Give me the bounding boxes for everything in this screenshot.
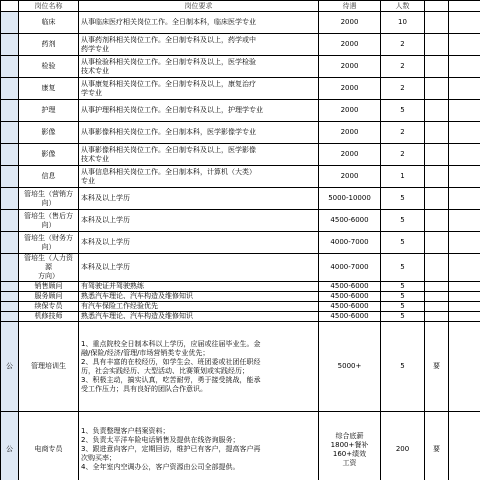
requirement-cell: 1、重点院校全日制本科以上学历，应届或往届毕业生。金 融/保险/经济/管理/市场营销类专业优先； 2、具有丰富的在校经历，如学生会、班团委或社团任职经 历，社会实践经历、大型活动、比赛策划或实践经历； 3、积极主动，搞实认真，吃苦耐劳，勇于接受挑战，能承 受工作压力；具有良好的团队合作意识。 (79, 322, 319, 412)
extra-cell (425, 166, 449, 188)
headcount-cell: 2 (381, 78, 425, 100)
salary-cell: 综合底薪1800+餐补160+绩效 工资 (319, 412, 381, 480)
table-row (1, 210, 480, 232)
headcount-cell: 10 (381, 12, 425, 34)
salary-cell: 2000 (319, 34, 381, 56)
extra-cell (425, 12, 449, 34)
requirement-cell: 从事药剂科相关岗位工作。全日制专科及以上，药学或中 药学专业 (79, 34, 319, 56)
headcount-cell: 2 (381, 34, 425, 56)
header-requirements: 岗位要求 (79, 1, 319, 12)
extra-cell-2 (449, 282, 480, 292)
position-cell: 管培生（营销方 向） (19, 188, 79, 210)
requirement-cell: 本科及以上学历 (79, 232, 319, 254)
table-row (1, 254, 480, 282)
extra-cell (425, 232, 449, 254)
dept-cell (1, 210, 19, 232)
extra-cell (425, 100, 449, 122)
headcount-cell: 2 (381, 144, 425, 166)
table-row (1, 188, 480, 210)
requirement-cell: 熟悉汽车理论、汽车构造及维修知识 (79, 312, 319, 322)
salary-cell: 2000 (319, 12, 381, 34)
requirement-cell: 有驾驶证并驾驶熟练 (79, 282, 319, 292)
table-row (1, 166, 480, 188)
extra-cell (425, 56, 449, 78)
extra-cell (425, 312, 449, 322)
requirement-cell: 本科及以上学历 (79, 210, 319, 232)
table-row (1, 232, 480, 254)
position-cell: 管理培训生 (19, 322, 79, 412)
requirement-cell: 从事检验科相关岗位工作。全日制专科及以上，医学检验 技术专业 (79, 56, 319, 78)
dept-cell (1, 122, 19, 144)
extra-cell-2 (449, 12, 480, 34)
position-cell: 管培生（人力资源 方向） (19, 254, 79, 282)
position-cell: 临床 (19, 12, 79, 34)
salary-cell: 4000-7000 (319, 254, 381, 282)
headcount-cell: 5 (381, 302, 425, 312)
position-cell: 信息 (19, 166, 79, 188)
dept-cell (1, 254, 19, 282)
salary-cell: 2000 (319, 78, 381, 100)
dept-cell (1, 302, 19, 312)
salary-cell: 4000-7000 (319, 232, 381, 254)
header-extra-2 (449, 1, 480, 12)
dept-cell (1, 100, 19, 122)
position-cell: 影像 (19, 122, 79, 144)
position-cell: 康复 (19, 78, 79, 100)
header-extra-1 (425, 1, 449, 12)
dept-cell (1, 188, 19, 210)
extra-cell (425, 254, 449, 282)
salary-cell: 2000 (319, 56, 381, 78)
requirement-cell: 从事影像科相关岗位工作。全日制本科，医学影像学专业 (79, 122, 319, 144)
headcount-cell: 5 (381, 232, 425, 254)
position-cell: 服务顾问 (19, 292, 79, 302)
headcount-cell: 5 (381, 100, 425, 122)
requirement-cell: 从事临床医疗相关岗位工作。全日制本科，临床医学专业 (79, 12, 319, 34)
dept-cell (1, 282, 19, 292)
salary-cell: 2000 (319, 100, 381, 122)
requirement-cell: 本科及以上学历 (79, 188, 319, 210)
position-cell: 电商专员 (19, 412, 79, 480)
salary-cell: 4500-6000 (319, 312, 381, 322)
table-header-row (1, 1, 480, 12)
table-row (1, 122, 480, 144)
position-cell: 检验 (19, 56, 79, 78)
dept-cell (1, 34, 19, 56)
requirement-cell: 从事康复科相关岗位工作。全日制专科及以上，康复治疗 学专业 (79, 78, 319, 100)
dept-cell: 公 (1, 412, 19, 480)
requirement-cell: 从事影像科相关岗位工作。全日制专科及以上，医学影像 技术专业 (79, 144, 319, 166)
position-cell: 护理 (19, 100, 79, 122)
dept-cell (1, 232, 19, 254)
extra-cell: 要 (425, 412, 449, 480)
table-row (1, 12, 480, 34)
extra-cell (425, 144, 449, 166)
position-cell: 销售顾问 (19, 282, 79, 292)
headcount-cell: 1 (381, 166, 425, 188)
header-position: 岗位名称 (19, 1, 79, 12)
table-row (1, 282, 480, 292)
salary-cell: 5000+ (319, 322, 381, 412)
salary-cell: 2000 (319, 166, 381, 188)
extra-cell-2 (449, 292, 480, 302)
headcount-cell: 5 (381, 312, 425, 322)
extra-cell-2 (449, 232, 480, 254)
dept-cell (1, 166, 19, 188)
requirement-cell: 1、负责整理客户档案资料； 2、负责太平洋车险电话销售及提供在线咨询服务； 3、跟进意向客户，定期回访，维护已有客户，提高客户再 次购买率； 4、全年室内空调办公，客户资源由公司全部提供。 (79, 412, 319, 480)
requirement-cell: 熟悉汽车理论、汽车构造及维修知识 (79, 292, 319, 302)
extra-cell-2 (449, 322, 480, 412)
header-dept (1, 1, 19, 12)
table-row (1, 412, 480, 480)
headcount-cell: 2 (381, 122, 425, 144)
table-row (1, 100, 480, 122)
salary-cell: 2000 (319, 144, 381, 166)
header-salary: 待遇 (319, 1, 381, 12)
position-cell: 影像 (19, 144, 79, 166)
header-headcount: 人数 (381, 1, 425, 12)
extra-cell-2 (449, 100, 480, 122)
table-row (1, 302, 480, 312)
extra-cell-2 (449, 188, 480, 210)
extra-cell (425, 210, 449, 232)
extra-cell-2 (449, 122, 480, 144)
position-cell: 药剂 (19, 34, 79, 56)
dept-cell (1, 12, 19, 34)
table-row (1, 292, 480, 302)
salary-cell: 2000 (319, 122, 381, 144)
requirement-cell: 有汽车保险工作经验优先 (79, 302, 319, 312)
table-row (1, 34, 480, 56)
position-cell: 管培生（售后方 向） (19, 210, 79, 232)
extra-cell-2 (449, 56, 480, 78)
headcount-cell: 5 (381, 282, 425, 292)
extra-cell-2 (449, 210, 480, 232)
requirement-cell: 本科及以上学历 (79, 254, 319, 282)
position-cell: 管培生（财务方 向） (19, 232, 79, 254)
dept-cell (1, 56, 19, 78)
dept-cell (1, 312, 19, 322)
extra-cell-2 (449, 312, 480, 322)
table-row (1, 56, 480, 78)
salary-cell: 4500-6000 (319, 302, 381, 312)
headcount-cell: 5 (381, 322, 425, 412)
headcount-cell: 5 (381, 188, 425, 210)
table-row (1, 144, 480, 166)
extra-cell (425, 188, 449, 210)
headcount-cell: 200 (381, 412, 425, 480)
extra-cell: 要 (425, 322, 449, 412)
extra-cell (425, 292, 449, 302)
dept-cell (1, 78, 19, 100)
extra-cell (425, 122, 449, 144)
dept-cell (1, 292, 19, 302)
salary-cell: 5000-10000 (319, 188, 381, 210)
extra-cell-2 (449, 166, 480, 188)
extra-cell-2 (449, 302, 480, 312)
headcount-cell: 5 (381, 292, 425, 302)
position-cell: 机修技师 (19, 312, 79, 322)
extra-cell-2 (449, 412, 480, 480)
salary-cell: 4500-6000 (319, 282, 381, 292)
requirement-cell: 从事护理科相关岗位工作。全日制专科及以上，护理学专业 (79, 100, 319, 122)
extra-cell (425, 34, 449, 56)
headcount-cell: 5 (381, 210, 425, 232)
extra-cell-2 (449, 144, 480, 166)
table-row (1, 312, 480, 322)
table-row (1, 322, 480, 412)
requirement-cell: 从事信息科相关岗位工作。全日制本科，计算机（大类） 专业 (79, 166, 319, 188)
headcount-cell: 2 (381, 56, 425, 78)
salary-cell: 4500-6000 (319, 210, 381, 232)
extra-cell (425, 282, 449, 292)
extra-cell (425, 302, 449, 312)
extra-cell (425, 78, 449, 100)
salary-cell: 4500-6000 (319, 292, 381, 302)
dept-cell (1, 144, 19, 166)
dept-cell: 公 (1, 322, 19, 412)
extra-cell-2 (449, 34, 480, 56)
table-row (1, 78, 480, 100)
extra-cell-2 (449, 78, 480, 100)
headcount-cell: 5 (381, 254, 425, 282)
extra-cell-2 (449, 254, 480, 282)
position-cell: 续保专员 (19, 302, 79, 312)
